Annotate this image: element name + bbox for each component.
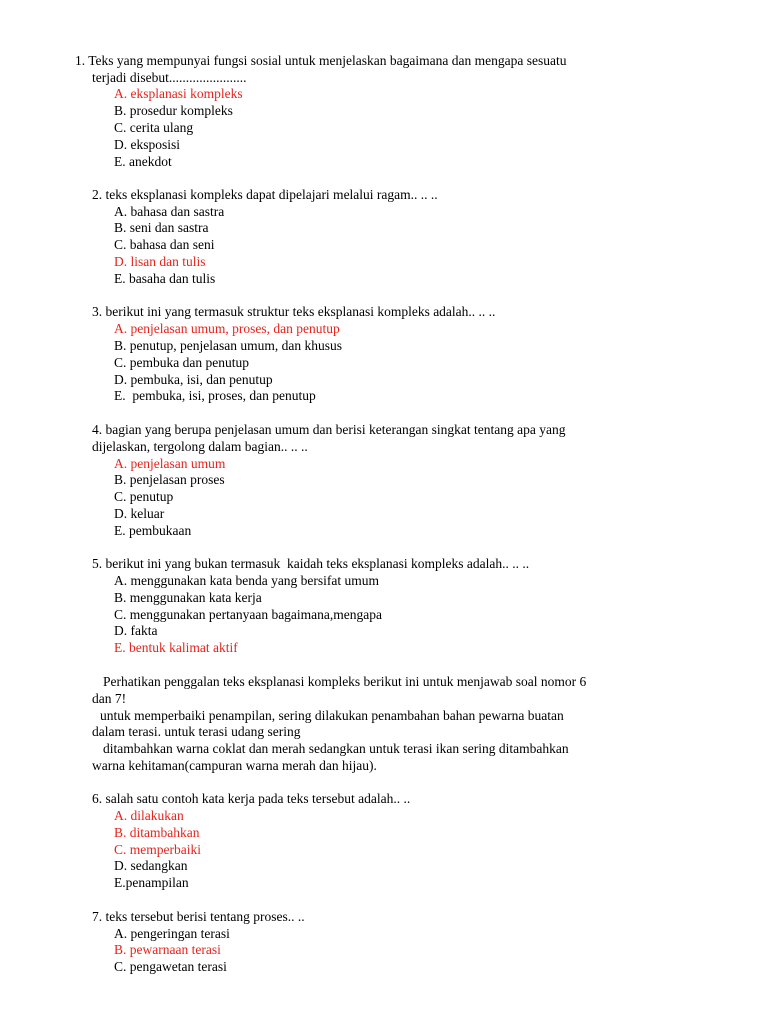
question-text: 6. salah satu contoh kata kerja pada teks tersebut adalah.. ..	[92, 791, 411, 806]
answer-option: B. prosedur kompleks	[114, 103, 233, 118]
answer-option: C. cerita ulang	[114, 120, 194, 135]
question-text: 4. bagian yang berupa penjelasan umum dan berisi keterangan singkat tentang apa yang	[92, 422, 566, 437]
answer-option-correct: B. ditambahkan	[114, 825, 200, 840]
answer-option: D. pembuka, isi, dan penutup	[114, 372, 273, 387]
question-text-continued: terjadi disebut.......................	[92, 70, 247, 85]
answer-option: D. eksposisi	[114, 137, 181, 152]
passage-line: warna kehitaman(campuran warna merah dan hijau).	[92, 758, 377, 773]
answer-option: A. menggunakan kata benda yang bersifat umum	[114, 573, 380, 588]
answer-option-correct: A. penjelasan umum, proses, dan penutup	[114, 321, 340, 336]
answer-option: E. pembuka, isi, proses, dan penutup	[114, 388, 316, 403]
answer-option-correct: A. dilakukan	[114, 808, 184, 823]
answer-option: A. bahasa dan sastra	[114, 204, 225, 219]
answer-option: B. seni dan sastra	[114, 220, 209, 235]
answer-option: D. keluar	[114, 506, 165, 521]
answer-option-correct: C. memperbaiki	[114, 842, 201, 857]
question-text: 7. teks tersebut berisi tentang proses.. ..	[92, 909, 305, 924]
question-text: 2. teks eksplanasi kompleks dapat dipelajari melalui ragam.. .. ..	[92, 187, 438, 202]
answer-option-correct: D. lisan dan tulis	[114, 254, 206, 269]
answer-option-correct: A. penjelasan umum	[114, 456, 226, 471]
passage-line: Perhatikan penggalan teks eksplanasi kompleks berikut ini untuk menjawab soal nomor 6	[103, 674, 587, 689]
answer-option: B. menggunakan kata kerja	[114, 590, 262, 605]
passage-line: dan 7!	[92, 691, 127, 706]
answer-option: B. penutup, penjelasan umum, dan khusus	[114, 338, 342, 353]
answer-option: C. bahasa dan seni	[114, 237, 215, 252]
answer-option-correct: E. bentuk kalimat aktif	[114, 640, 238, 655]
answer-option: E. anekdot	[114, 154, 172, 169]
question-text: 3. berikut ini yang termasuk struktur teks eksplanasi kompleks adalah.. .. ..	[92, 304, 496, 319]
answer-option-correct: A. eksplanasi kompleks	[114, 86, 243, 101]
answer-option: A. pengeringan terasi	[114, 926, 230, 941]
passage-line: untuk memperbaiki penampilan, sering dilakukan penambahan bahan pewarna buatan	[100, 708, 564, 723]
passage-line: dalam terasi. untuk terasi udang sering	[92, 724, 301, 739]
answer-option: C. pengawetan terasi	[114, 959, 227, 974]
question-text: 5. berikut ini yang bukan termasuk kaidah teks eksplanasi kompleks adalah.. .. ..	[92, 556, 530, 571]
question-text-continued: dijelaskan, tergolong dalam bagian.. .. ..	[92, 439, 308, 454]
answer-option: C. penutup	[114, 489, 174, 504]
answer-option: E. pembukaan	[114, 523, 192, 538]
question-text: 1. Teks yang mempunyai fungsi sosial untuk menjelaskan bagaimana dan mengapa sesuatu	[75, 53, 567, 68]
answer-option: E.penampilan	[114, 875, 189, 890]
answer-option: D. fakta	[114, 623, 158, 638]
answer-option: B. penjelasan proses	[114, 472, 225, 487]
answer-option-correct: B. pewarnaan terasi	[114, 942, 221, 957]
answer-option: D. sedangkan	[114, 858, 188, 873]
passage-line: ditambahkan warna coklat dan merah sedangkan untuk terasi ikan sering ditambahkan	[103, 741, 569, 756]
answer-option: E. basaha dan tulis	[114, 271, 216, 286]
answer-option: C. menggunakan pertanyaan bagaimana,mengapa	[114, 607, 383, 622]
answer-option: C. pembuka dan penutup	[114, 355, 249, 370]
